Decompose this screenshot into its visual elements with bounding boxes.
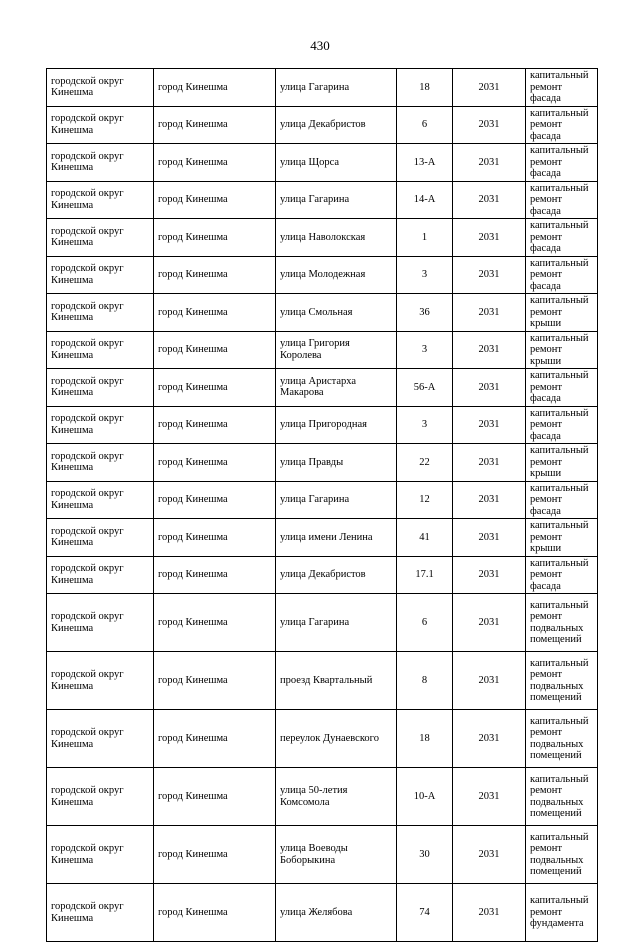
street-cell: улица Гагарина (276, 69, 397, 107)
year-cell: 2031 (453, 556, 526, 594)
city-cell: город Кинешма (154, 294, 276, 332)
city-cell: город Кинешма (154, 331, 276, 369)
work-type-cell: капитальный ремонт фундамента (526, 884, 598, 942)
table-row (47, 710, 598, 768)
city-cell: город Кинешма (154, 181, 276, 219)
table-row (47, 219, 598, 257)
district-cell: городской округ Кинешма (47, 181, 154, 219)
year-cell: 2031 (453, 69, 526, 107)
district-cell: городской округ Кинешма (47, 652, 154, 710)
house-number-cell: 18 (397, 710, 453, 768)
district-cell: городской округ Кинешма (47, 710, 154, 768)
street-cell: улица Декабристов (276, 556, 397, 594)
work-type-cell: капитальный ремонт крыши (526, 294, 598, 332)
work-type-cell: капитальный ремонт фасада (526, 144, 598, 182)
city-cell: город Кинешма (154, 481, 276, 519)
year-cell: 2031 (453, 181, 526, 219)
house-number-cell: 3 (397, 331, 453, 369)
work-type-cell: капитальный ремонт подвальных помещений (526, 594, 598, 652)
street-cell: улица Щорса (276, 144, 397, 182)
table-row (47, 256, 598, 294)
year-cell: 2031 (453, 768, 526, 826)
year-cell: 2031 (453, 710, 526, 768)
house-number-cell: 36 (397, 294, 453, 332)
district-cell: городской округ Кинешма (47, 69, 154, 107)
house-number-cell: 8 (397, 652, 453, 710)
city-cell: город Кинешма (154, 106, 276, 144)
table-row (47, 519, 598, 557)
city-cell: город Кинешма (154, 406, 276, 444)
house-number-cell: 6 (397, 594, 453, 652)
work-type-cell: капитальный ремонт фасада (526, 369, 598, 407)
work-type-cell: капитальный ремонт фасада (526, 106, 598, 144)
house-number-cell: 6 (397, 106, 453, 144)
work-type-cell: капитальный ремонт крыши (526, 519, 598, 557)
street-cell: проезд Квартальный (276, 652, 397, 710)
street-cell: улица Молодежная (276, 256, 397, 294)
work-type-cell: капитальный ремонт фасада (526, 256, 598, 294)
city-cell: город Кинешма (154, 884, 276, 942)
house-number-cell: 74 (397, 884, 453, 942)
city-cell: город Кинешма (154, 219, 276, 257)
year-cell: 2031 (453, 219, 526, 257)
year-cell: 2031 (453, 826, 526, 884)
table-row (47, 69, 598, 107)
house-number-cell: 30 (397, 826, 453, 884)
table-row (47, 369, 598, 407)
district-cell: городской округ Кинешма (47, 768, 154, 826)
work-type-cell: капитальный ремонт подвальных помещений (526, 826, 598, 884)
district-cell: городской округ Кинешма (47, 219, 154, 257)
table-row (47, 406, 598, 444)
work-type-cell: капитальный ремонт фасада (526, 406, 598, 444)
city-cell: город Кинешма (154, 144, 276, 182)
table-row (47, 884, 598, 942)
table-row (47, 144, 598, 182)
year-cell: 2031 (453, 594, 526, 652)
house-number-cell: 18 (397, 69, 453, 107)
city-cell: город Кинешма (154, 369, 276, 407)
house-number-cell: 14-А (397, 181, 453, 219)
street-cell: улица Желябова (276, 884, 397, 942)
table-row (47, 594, 598, 652)
street-cell: улица 50-летия Комсомола (276, 768, 397, 826)
city-cell: город Кинешма (154, 256, 276, 294)
work-type-cell: капитальный ремонт фасада (526, 219, 598, 257)
year-cell: 2031 (453, 519, 526, 557)
district-cell: городской округ Кинешма (47, 594, 154, 652)
house-number-cell: 1 (397, 219, 453, 257)
district-cell: городской округ Кинешма (47, 519, 154, 557)
street-cell: улица имени Ленина (276, 519, 397, 557)
city-cell: город Кинешма (154, 556, 276, 594)
year-cell: 2031 (453, 406, 526, 444)
work-type-cell: капитальный ремонт подвальных помещений (526, 710, 598, 768)
street-cell: улица Пригородная (276, 406, 397, 444)
district-cell: городской округ Кинешма (47, 444, 154, 482)
table-row (47, 652, 598, 710)
table-row (47, 444, 598, 482)
district-cell: городской округ Кинешма (47, 826, 154, 884)
city-cell: город Кинешма (154, 652, 276, 710)
district-cell: городской округ Кинешма (47, 481, 154, 519)
year-cell: 2031 (453, 294, 526, 332)
city-cell: город Кинешма (154, 594, 276, 652)
work-type-cell: капитальный ремонт подвальных помещений (526, 652, 598, 710)
house-number-cell: 56-А (397, 369, 453, 407)
year-cell: 2031 (453, 256, 526, 294)
work-type-cell: капитальный ремонт подвальных помещений (526, 768, 598, 826)
table-body (47, 69, 598, 942)
page-number: 430 (310, 38, 330, 53)
district-cell: городской округ Кинешма (47, 144, 154, 182)
table-row (47, 826, 598, 884)
table-row (47, 181, 598, 219)
house-number-cell: 3 (397, 406, 453, 444)
table-row (47, 481, 598, 519)
house-number-cell: 3 (397, 256, 453, 294)
district-cell: городской округ Кинешма (47, 256, 154, 294)
street-cell: улица Воеводы Боборыкина (276, 826, 397, 884)
city-cell: город Кинешма (154, 444, 276, 482)
work-type-cell: капитальный ремонт крыши (526, 331, 598, 369)
district-cell: городской округ Кинешма (47, 556, 154, 594)
table-row (47, 106, 598, 144)
street-cell: переулок Дунаевского (276, 710, 397, 768)
street-cell: улица Гагарина (276, 481, 397, 519)
district-cell: городской округ Кинешма (47, 884, 154, 942)
street-cell: улица Декабристов (276, 106, 397, 144)
work-type-cell: капитальный ремонт фасада (526, 556, 598, 594)
street-cell: улица Гагарина (276, 181, 397, 219)
table-row (47, 556, 598, 594)
table-row (47, 294, 598, 332)
house-number-cell: 13-А (397, 144, 453, 182)
year-cell: 2031 (453, 652, 526, 710)
year-cell: 2031 (453, 481, 526, 519)
house-number-cell: 10-А (397, 768, 453, 826)
house-number-cell: 17.1 (397, 556, 453, 594)
street-cell: улица Наволокская (276, 219, 397, 257)
year-cell: 2031 (453, 144, 526, 182)
repair-schedule-table (46, 68, 598, 942)
work-type-cell: капитальный ремонт фасада (526, 69, 598, 107)
street-cell: улица Григория Королева (276, 331, 397, 369)
city-cell: город Кинешма (154, 826, 276, 884)
street-cell: улица Правды (276, 444, 397, 482)
year-cell: 2031 (453, 369, 526, 407)
house-number-cell: 41 (397, 519, 453, 557)
table-row (47, 331, 598, 369)
city-cell: город Кинешма (154, 69, 276, 107)
house-number-cell: 12 (397, 481, 453, 519)
house-number-cell: 22 (397, 444, 453, 482)
year-cell: 2031 (453, 331, 526, 369)
year-cell: 2031 (453, 444, 526, 482)
city-cell: город Кинешма (154, 519, 276, 557)
table-row (47, 768, 598, 826)
district-cell: городской округ Кинешма (47, 294, 154, 332)
street-cell: улица Аристарха Макарова (276, 369, 397, 407)
district-cell: городской округ Кинешма (47, 369, 154, 407)
year-cell: 2031 (453, 884, 526, 942)
district-cell: городской округ Кинешма (47, 331, 154, 369)
year-cell: 2031 (453, 106, 526, 144)
city-cell: город Кинешма (154, 710, 276, 768)
district-cell: городской округ Кинешма (47, 406, 154, 444)
district-cell: городской округ Кинешма (47, 106, 154, 144)
street-cell: улица Смольная (276, 294, 397, 332)
street-cell: улица Гагарина (276, 594, 397, 652)
work-type-cell: капитальный ремонт крыши (526, 444, 598, 482)
work-type-cell: капитальный ремонт фасада (526, 481, 598, 519)
city-cell: город Кинешма (154, 768, 276, 826)
work-type-cell: капитальный ремонт фасада (526, 181, 598, 219)
